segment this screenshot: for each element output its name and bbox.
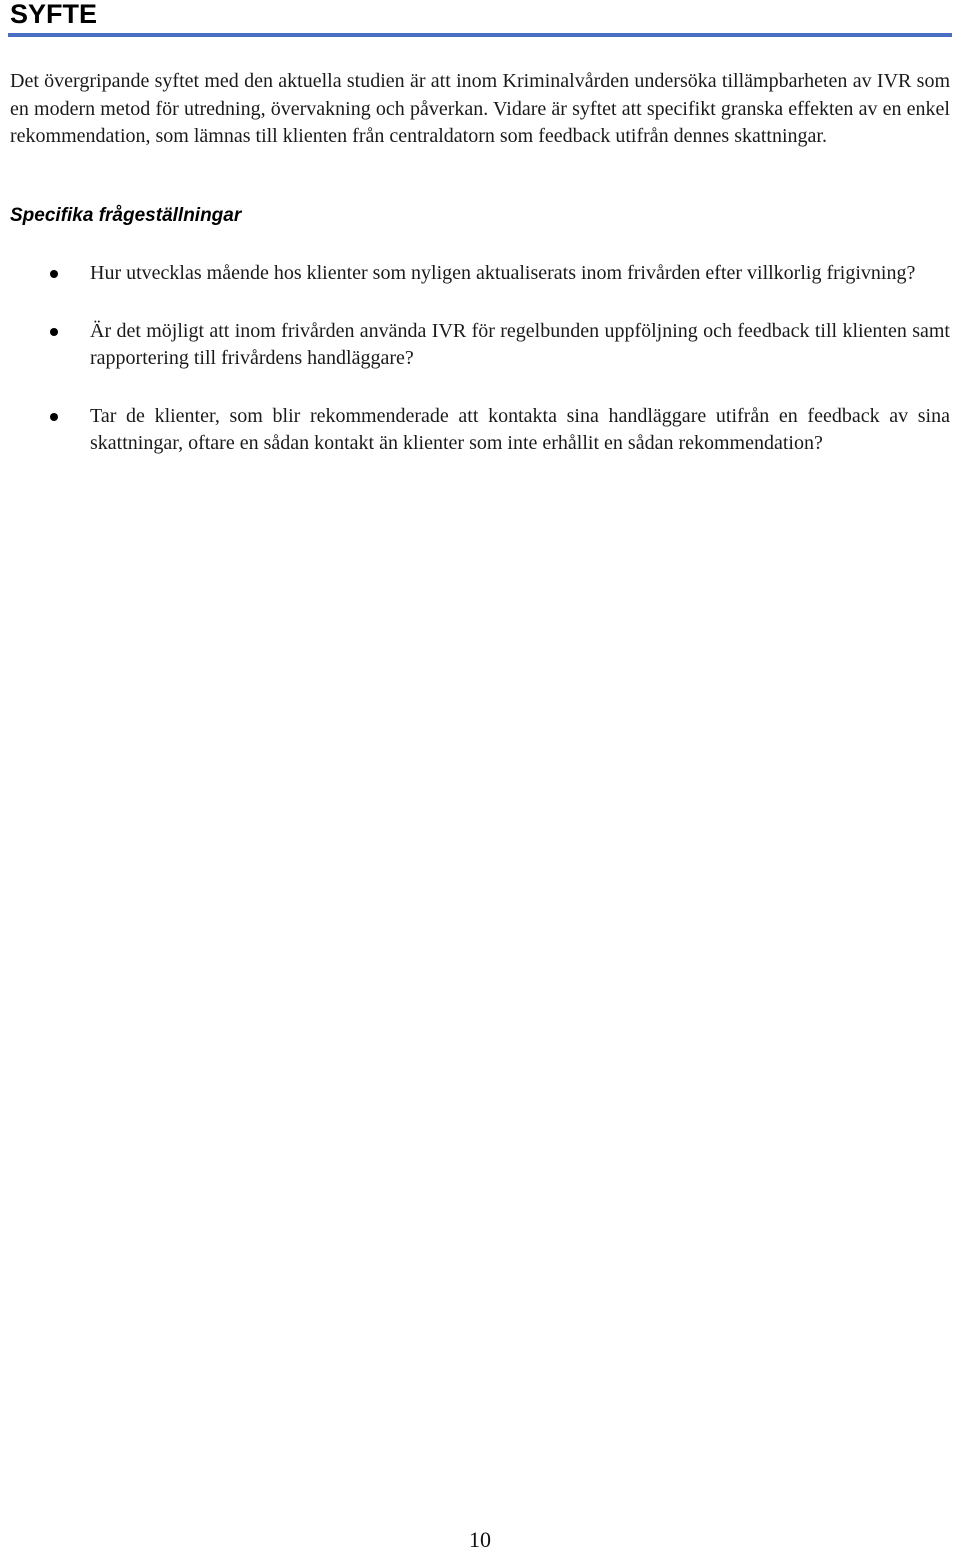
question-text: Hur utvecklas mående hos klienter som nyligen aktualiserats inom frivården efter villkorlig frigivning? <box>90 262 916 284</box>
questions-subheading: Specifika frågeställningar <box>10 205 242 226</box>
question-text: Är det möjligt att inom frivården använda IVR för regelbunden uppföljning och feedback till klienten samt rapportering till frivårdens handläggare? <box>90 319 950 369</box>
page-number: 10 <box>469 1527 491 1552</box>
bullet-icon <box>50 413 58 421</box>
question-list <box>0 260 960 488</box>
question-text: Tar de klienter, som blir rekommenderade att kontakta sina handläggare utifrån en feedback av sina skattningar, oftare en sådan kontakt än klienter som inte erhållit en sådan rekommendation? <box>90 404 950 454</box>
bullet-icon <box>50 270 58 278</box>
bullet-icon <box>50 328 58 336</box>
heading-rule <box>8 33 952 37</box>
intro-paragraph: Det övergripande syftet med den aktuella studien är att inom Kriminalvården undersöka tillämpbarheten av IVR som en modern metod för utredning, övervakning och påverkan. Vidare är syftet att specifikt granska effekten av en enkel rekommendation, som lämnas till klienten från centraldatorn som feedback utifrån dennes skattningar. <box>10 70 950 147</box>
list-item <box>0 403 950 458</box>
section-heading: SYFTE <box>10 0 98 29</box>
list-item <box>0 260 950 288</box>
list-item <box>0 318 950 373</box>
